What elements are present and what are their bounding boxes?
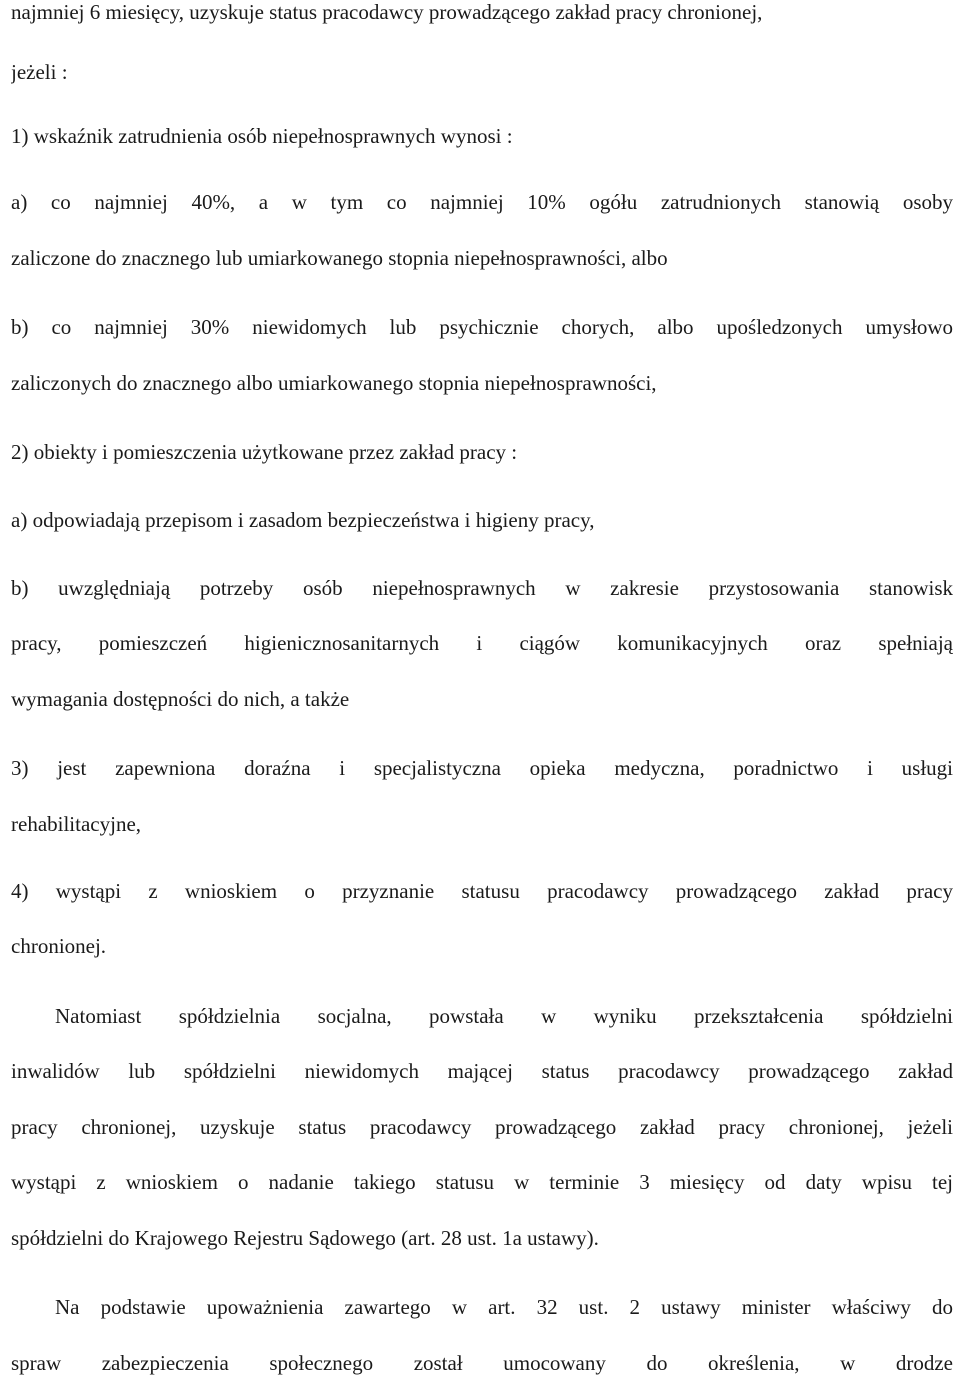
text-line: wystąpi z wnioskiem o nadanie takiego statusu w terminie 3 miesięcy od daty wpisu tej — [11, 1170, 953, 1194]
text-line: spółdzielni do Krajowego Rejestru Sądowego (art. 28 ust. 1a ustawy). — [11, 1226, 599, 1250]
text-line: a) co najmniej 40%, a w tym co najmniej 10% ogółu zatrudnionych stanowią osoby — [11, 190, 953, 214]
text-line: 4) wystąpi z wnioskiem o przyznanie statusu pracodawcy prowadzącego zakład pracy — [11, 879, 953, 903]
text-line: pracy, pomieszczeń higienicznosanitarnych i ciągów komunikacyjnych oraz spełniają — [11, 631, 953, 655]
text-line: wymagania dostępności do nich, a także — [11, 687, 350, 711]
text-line: Natomiast spółdzielnia socjalna, powstała w wyniku przekształcenia spółdzielni — [55, 1004, 953, 1028]
text-line: chronionej. — [11, 934, 107, 958]
text-line: najmniej 6 miesięcy, uzyskuje status pracodawcy prowadzącego zakład pracy chronionej, — [11, 0, 763, 24]
text-line: jeżeli : — [11, 60, 68, 84]
text-line: b) co najmniej 30% niewidomych lub psychicznie chorych, albo upośledzonych umysłowo — [11, 315, 953, 339]
text-line: a) odpowiadają przepisom i zasadom bezpieczeństwa i higieny pracy, — [11, 508, 595, 532]
text-line: spraw zabezpieczenia społecznego został umocowany do określenia, w drodze — [11, 1351, 953, 1375]
text-line: rehabilitacyjne, — [11, 812, 142, 836]
text-line: Na podstawie upoważnienia zawartego w art. 32 ust. 2 ustawy minister właściwy do — [55, 1295, 953, 1319]
text-line: 3) jest zapewniona doraźna i specjalistyczna opieka medyczna, poradnictwo i usługi — [11, 756, 953, 780]
text-line: 1) wskaźnik zatrudnienia osób niepełnosprawnych wynosi : — [11, 124, 513, 148]
text-line: zaliczone do znacznego lub umiarkowanego stopnia niepełnosprawności, albo — [11, 246, 668, 270]
text-line: b) uwzględniają potrzeby osób niepełnosprawnych w zakresie przystosowania stanowisk — [11, 576, 953, 600]
text-line: zaliczonych do znacznego albo umiarkowanego stopnia niepełnosprawności, — [11, 371, 657, 395]
text-line: 2) obiekty i pomieszczenia użytkowane przez zakład pracy : — [11, 440, 518, 464]
text-line: inwalidów lub spółdzielni niewidomych mającej status pracodawcy prowadzącego zakład — [11, 1059, 953, 1083]
text-line: pracy chronionej, uzyskuje status pracodawcy prowadzącego zakład pracy chronionej, jeżeli — [11, 1115, 953, 1139]
